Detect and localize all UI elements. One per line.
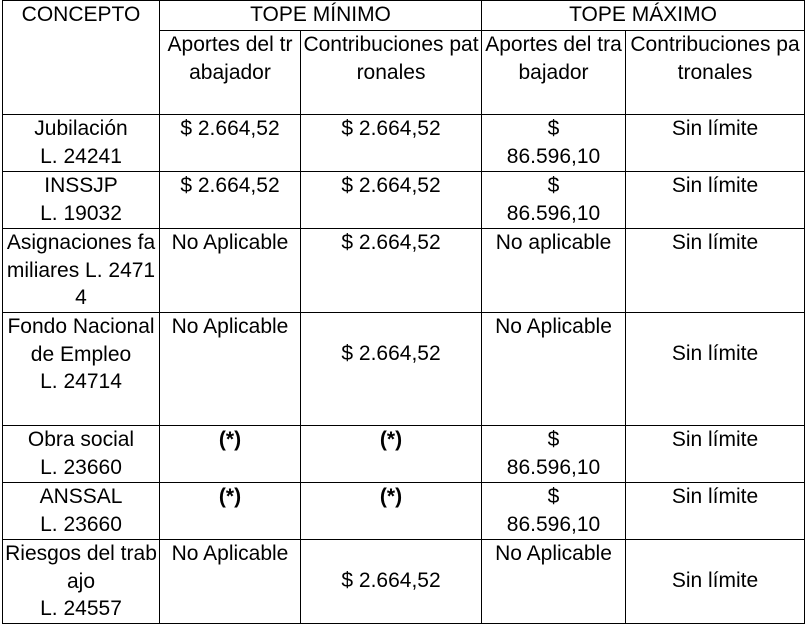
cell-max-aportes: $ 86.596,10 [482,483,626,540]
cell-min-aportes: No Aplicable [160,313,301,426]
cell-concepto: Obra social L. 23660 [3,426,160,483]
header-tope-maximo: TOPE MÁXIMO [482,1,805,31]
cell-min-contribuciones: $ 2.664,52 [301,313,482,426]
tope-table [2,0,805,624]
cell-min-contribuciones: $ 2.664,52 [301,172,482,229]
cell-max-aportes: $ 86.596,10 [482,115,626,172]
cell-max-aportes: $ 86.596,10 [482,426,626,483]
cell-min-contribuciones: (*) [301,483,482,540]
cell-concepto: Jubilación L. 24241 [3,115,160,172]
cell-concepto: ANSSAL L. 23660 [3,483,160,540]
cell-max-contribuciones: Sin límite [626,540,805,624]
table-row-asignaciones [3,229,805,313]
table-row-obra-social [3,426,805,483]
header-max-aportes: Aportes del trabajador [482,31,626,115]
cell-min-aportes: (*) [160,426,301,483]
cell-max-contribuciones: Sin límite [626,229,805,313]
cell-min-contribuciones: $ 2.664,52 [301,229,482,313]
cell-concepto: Asignaciones familiares L. 24714 [3,229,160,313]
cell-min-aportes: (*) [160,483,301,540]
cell-max-contribuciones: Sin límite [626,115,805,172]
header-min-contribuciones: Contribuciones patronales [301,31,482,115]
cell-min-aportes: No Aplicable [160,229,301,313]
header-row-1 [3,1,805,31]
cell-max-aportes: No Aplicable [482,313,626,426]
table-row-fondo-empleo [3,313,805,426]
table-row-riesgos-trabajo [3,540,805,624]
cell-max-contribuciones: Sin límite [626,313,805,426]
cell-max-aportes: No Aplicable [482,540,626,624]
cell-max-aportes: No aplicable [482,229,626,313]
table-row-jubilacion [3,115,805,172]
header-min-aportes: Aportes del trabajador [160,31,301,115]
cell-min-contribuciones: (*) [301,426,482,483]
cell-min-aportes: No Aplicable [160,540,301,624]
header-concepto: CONCEPTO [3,1,160,115]
cell-concepto: Riesgos del trabajo L. 24557 [3,540,160,624]
cell-max-contribuciones: Sin límite [626,426,805,483]
cell-max-contribuciones: Sin límite [626,172,805,229]
cell-min-aportes: $ 2.664,52 [160,172,301,229]
table-row-anssal [3,483,805,540]
cell-min-aportes: $ 2.664,52 [160,115,301,172]
header-max-contribuciones: Contribuciones patronales [626,31,805,115]
cell-min-contribuciones: $ 2.664,52 [301,115,482,172]
cell-min-contribuciones: $ 2.664,52 [301,540,482,624]
header-tope-minimo: TOPE MÍNIMO [160,1,482,31]
cell-concepto: Fondo Nacional de Empleo L. 24714 [3,313,160,426]
cell-max-aportes: $ 86.596,10 [482,172,626,229]
cell-max-contribuciones: Sin límite [626,483,805,540]
cell-concepto: INSSJP L. 19032 [3,172,160,229]
table-row-inssjp [3,172,805,229]
